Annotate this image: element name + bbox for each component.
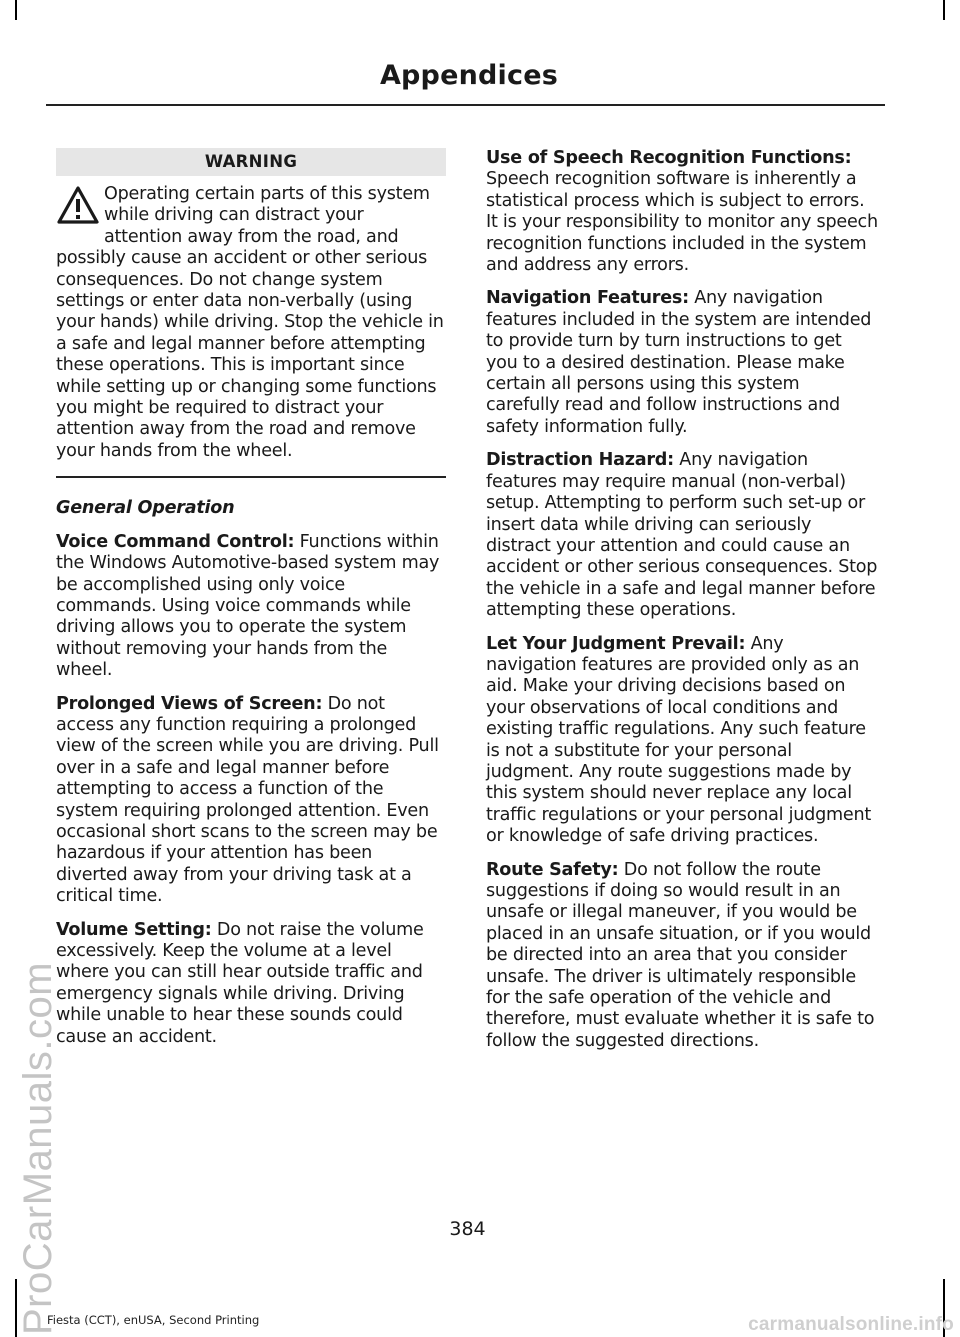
- paragraph-navigation-features: [486, 288, 878, 438]
- header-divider: [46, 104, 885, 106]
- crop-mark: [15, 0, 17, 20]
- term-label: Prolonged Views of Screen:: [56, 693, 323, 714]
- warning-text: Operating certain parts of this system while driving can distract your attention away from the road, and possibly cause an accident or other serious consequences. Do not change system settings or enter data non-verbally (using your hands) while driving. Stop the vehicle in a safe and legal manner before attempting these operations. This is important since while setting up or changing some functions you might be required to distract your attention away from the road and remove your hands from the wheel.: [56, 184, 444, 461]
- paragraph-text: Any navigation features are provided only as an aid. Make your driving decisions based on your observations of local conditions and existing traffic regulations. Any such feature is not a substitute for your personal judgment. Any route suggestions made by this system should never replace any local traffic regulations or your personal judgment or knowledge of safe driving practices.: [486, 633, 872, 847]
- paragraph-speech-recognition: [486, 148, 878, 276]
- page-title: Appendices: [379, 60, 558, 91]
- paragraph-volume-setting: [56, 920, 446, 1048]
- term-label: Let Your Judgment Prevail:: [486, 633, 746, 654]
- paragraph-text: Any navigation features may require manual (non-verbal) setup. Attempting to perform such set-up or insert data while driving can seriously distract your attention and could cause an accident or other serious consequences. Stop the vehicle in a safe and legal manner before attempting these operations.: [486, 450, 878, 621]
- paragraph-text: Do not follow the route suggestions if doing so would result in an unsafe or illegal maneuver, if you would be placed in an unsafe situation, or if you would be directed into an area that you consider unsafe. The driver is ultimately responsible for the safe operation of the vehicle and therefore, must evaluate whether it is safe to follow the suggested directions.: [486, 859, 875, 1051]
- warning-body: [56, 184, 446, 462]
- paragraph-voice-command-control: [56, 532, 446, 682]
- page-number: 384: [449, 1218, 486, 1240]
- paragraph-distraction-hazard: [486, 450, 878, 621]
- warning-triangle-icon: [56, 184, 100, 228]
- paragraph-text: Do not access any function requiring a prolonged view of the screen while you are driving. Pull over in a safe and legal manner before attempting to access a function of the system requiring prolonged attention. Even occasional short scans to the screen may be hazardous if your attention has been diverted away from your driving task at a critical time.: [56, 693, 439, 907]
- warning-label: WARNING: [56, 148, 446, 176]
- paragraph-text: Functions within the Windows Automotive-based system may be accomplished using only voice commands. Using voice commands while driving allows you to operate the system without removing your hands from the wheel.: [56, 531, 440, 681]
- warning-divider: [56, 476, 446, 478]
- term-label: Route Safety:: [486, 859, 619, 880]
- paragraph-judgment-prevail: [486, 634, 878, 848]
- crop-mark: [943, 0, 945, 20]
- paragraph-text: Speech recognition software is inherently a statistical process which is subject to errors. It is your responsibility to monitor any speech recognition functions included in the system and address any errors.: [486, 169, 878, 276]
- term-label: Navigation Features:: [486, 288, 689, 309]
- section-heading: General Operation: [56, 498, 235, 519]
- term-label: Use of Speech Recognition Functions:: [486, 148, 852, 168]
- term-label: Volume Setting:: [56, 919, 212, 940]
- right-column: [486, 148, 878, 1052]
- left-column: [56, 148, 446, 1048]
- publication-info: Fiesta (CCT), enUSA, Second Printing: [47, 1313, 260, 1327]
- term-label: Distraction Hazard:: [486, 450, 674, 471]
- corner-watermark: carmanualsonline.info: [748, 1314, 954, 1335]
- side-watermark: ProCarManuals.com: [16, 961, 60, 1335]
- term-label: Voice Command Control:: [56, 531, 295, 552]
- paragraph-route-safety: [486, 860, 878, 1053]
- paragraph-text: Any navigation features included in the system are intended to provide turn by turn instructions to get you to a desired destination. Please make certain all persons using this system carefully read and follow instructions and safety information fully.: [486, 288, 872, 437]
- paragraph-text: Do not raise the volume excessively. Keep the volume at a level where you can still hear outside traffic and emergency signals while driving. Driving while unable to hear these sounds could cause an accident.: [56, 919, 424, 1047]
- paragraph-prolonged-views: [56, 694, 446, 908]
